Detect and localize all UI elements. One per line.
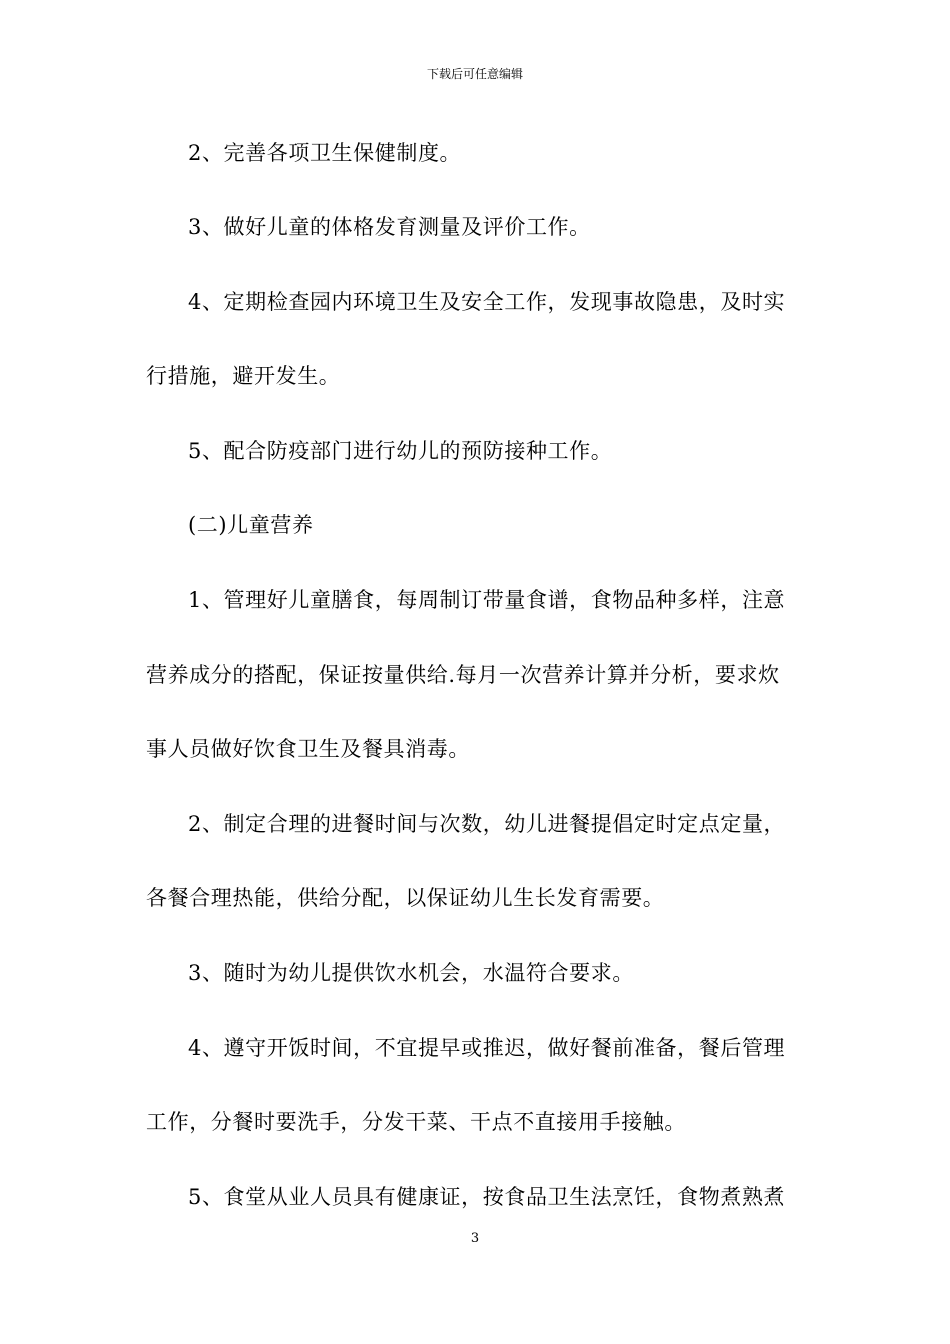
paragraph-line: 2、制定合理的进餐时间与次数，幼儿进餐提倡定时定点定量， — [188, 812, 786, 836]
paragraph-line: 3、随时为幼儿提供饮水机会，水温符合要求。 — [188, 961, 634, 985]
paragraph-line: 5、配合防疫部门进行幼儿的预防接种工作。 — [188, 439, 613, 463]
paragraph-line: 4、遵守开饭时间，不宜提早或推迟，做好餐前准备，餐后管理 — [188, 1036, 786, 1060]
paragraph-line: 5、食堂从业人员具有健康证，按食品卫生法烹饪，食物煮熟煮 — [188, 1185, 786, 1209]
paragraph-line: 各餐合理热能，供给分配，以保证幼儿生长发育需要。 — [146, 886, 665, 910]
page-header: 下载后可任意编辑 — [426, 67, 523, 81]
paragraph-line: 2、完善各项卫生保健制度。 — [188, 141, 462, 165]
paragraph-line: 行措施，避开发生。 — [146, 364, 341, 388]
paragraph-line: 1、管理好儿童膳食，每周制订带量食谱，食物品种多样，注意 — [188, 588, 786, 612]
page-number: 3 — [470, 1231, 480, 1246]
section-heading: (二)儿童营养 — [188, 513, 314, 537]
paragraph-line: 营养成分的搭配，保证按量供给.每月一次营养计算并分析，要求炊 — [146, 663, 780, 687]
paragraph-line: 4、定期检查园内环境卫生及安全工作，发现事故隐患，及时实 — [188, 290, 786, 314]
paragraph-line: 工作，分餐时要洗手，分发干菜、干点不直接用手接触。 — [146, 1110, 686, 1134]
paragraph-line: 3、做好儿童的体格发育测量及评价工作。 — [188, 215, 591, 239]
paragraph-line: 事人员做好饮食卫生及餐具消毒。 — [146, 737, 470, 761]
